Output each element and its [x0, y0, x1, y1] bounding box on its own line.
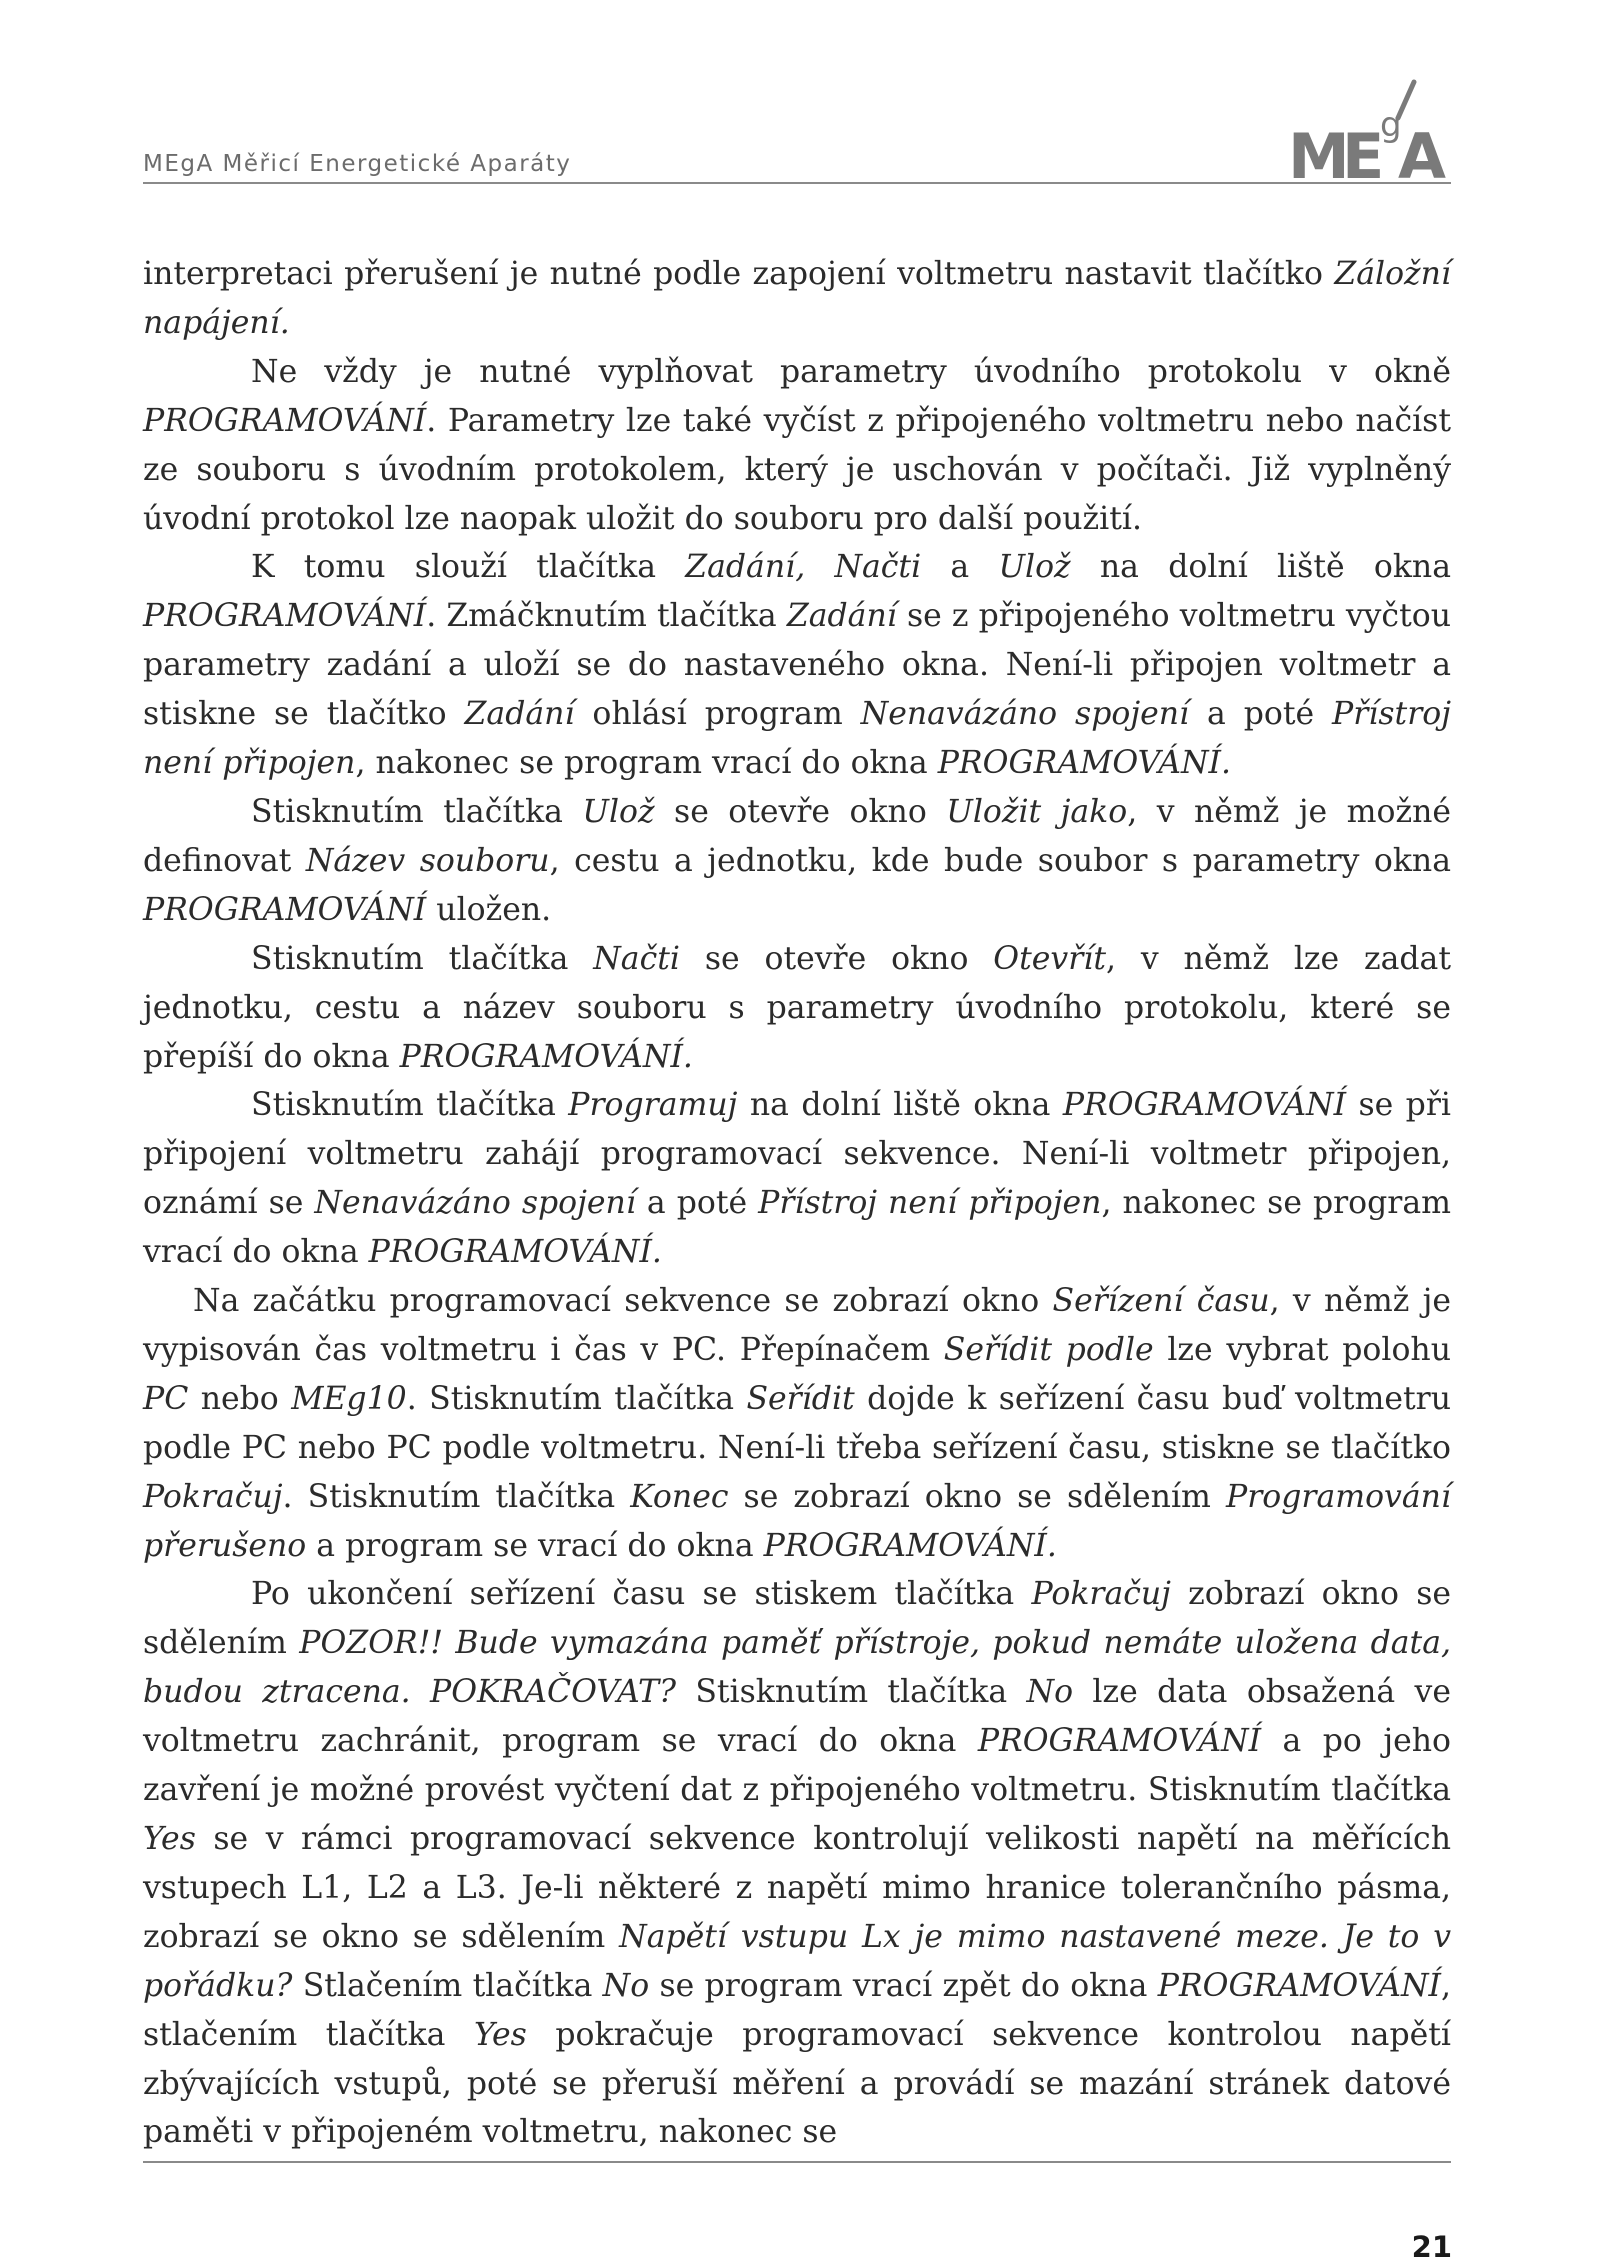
italic-term: PROGRAMOVÁNÍ.: [368, 1234, 662, 1271]
italic-term: No: [602, 1967, 650, 2004]
text-run: Po ukončení seřízení času se stiskem tlačítka: [251, 1576, 1032, 1613]
text-run: se z připojeného voltmetru vyčtou parametry zadání a uloží se do nastaveného okna. Není-li připojen voltmetr a stiskne se tlačítko: [143, 598, 1451, 733]
italic-term: PROGRAMOVÁNÍ.: [399, 1038, 693, 1075]
text-run: se otevře okno: [654, 793, 947, 830]
italic-term: Programování přerušeno: [143, 1478, 1451, 1564]
text-run: dojde k seřízení času buď voltmetru podle PC nebo PC podle voltmetru. Není-li třeba seřízení času, stiskne se tlačítko: [143, 1380, 1451, 1466]
text-run: Na začátku programovací sekvence se zobrazí okno: [193, 1283, 1053, 1320]
text-run: , v němž lze zadat jednotku, cestu a název souboru s parametry úvodního protokolu, které se přepíší do okna: [143, 940, 1451, 1075]
text-run: a po jeho zavření je možné provést vyčtení dat z připojeného voltmetru. Stisknutím tlačítka: [143, 1723, 1451, 1809]
page-number: 21: [1411, 2230, 1452, 2264]
footer-rule: [143, 2161, 1451, 2163]
italic-term: Načti: [593, 940, 680, 977]
text-run: se zobrazí okno se sdělením: [728, 1478, 1226, 1515]
text-run: zobrazí okno se sdělením: [143, 1576, 1451, 1662]
text-run: a: [921, 549, 999, 586]
paragraph: [143, 348, 1451, 544]
italic-term: Zadání: [786, 598, 897, 635]
italic-term: PROGRAMOVÁNÍ.: [763, 1527, 1057, 1564]
italic-term: Přístroj není připojen: [143, 696, 1451, 782]
text-run: , v němž je vypisován čas voltmetru i čas v PC. Přepínačem: [143, 1283, 1452, 1368]
italic-term: Seřízení času: [1052, 1283, 1270, 1320]
italic-term: Yes: [143, 1821, 196, 1857]
italic-term: Záložní napájení.: [143, 256, 1451, 341]
text-run: na dolní liště okna: [737, 1087, 1063, 1124]
italic-term: Název souboru: [305, 842, 550, 879]
svg-text:M: M: [1288, 120, 1350, 182]
text-run: uložen.: [426, 891, 552, 928]
text-run: a poté: [635, 1185, 759, 1222]
text-run: Stisknutím tlačítka: [251, 793, 583, 830]
text-run: , stlačením tlačítka: [143, 1967, 1451, 2053]
text-run: lze data obsažená ve voltmetru zachránit, program se vrací do okna: [143, 1674, 1451, 1760]
text-run: , v němž je možné definovat: [143, 793, 1451, 879]
italic-term: PROGRAMOVÁNÍ.: [937, 745, 1231, 782]
italic-term: POZOR!! Bude vymazána paměť přístroje, pokud nemáte uložena data, budou ztracena. POKRAČOVAT?: [143, 1625, 1452, 1711]
text-run: . Stisknutím tlačítka: [406, 1380, 747, 1417]
text-run: a program se vrací do okna: [306, 1527, 764, 1564]
text-run: . Stisknutím tlačítka: [282, 1478, 631, 1515]
italic-term: Seřídit podle: [943, 1331, 1154, 1368]
paragraph: [143, 1570, 1451, 2157]
italic-term: Programuj: [568, 1087, 738, 1124]
text-run: se otevře okno: [679, 940, 994, 977]
text-run: na dolní liště okna: [1070, 549, 1451, 586]
text-run: . Zmáčknutím tlačítka: [426, 598, 787, 635]
header-rule: [143, 182, 1451, 184]
text-run: Stisknutím tlačítka: [251, 1087, 569, 1124]
text-run: Stisknutím tlačítka: [251, 940, 594, 977]
mega-logo: [1286, 78, 1460, 182]
italic-term: Otevřít: [993, 940, 1107, 977]
italic-term: Ulož: [998, 549, 1071, 586]
italic-term: MEg10: [291, 1380, 407, 1417]
italic-term: Ulož: [582, 793, 655, 830]
text-run: ohlásí program: [574, 696, 861, 733]
text-run: K tomu slouží tlačítka: [251, 549, 686, 586]
text-run: se v rámci programovací sekvence kontrolují velikosti napětí na měřících vstupech L1, L2 a L3. Je-li některé z napětí mimo hranice tolerančního pásma, zobrazí se okno se sdělením: [143, 1821, 1451, 1955]
italic-term: Pokračuj: [1031, 1576, 1171, 1613]
text-run: se při připojení voltmetru zahájí programovací sekvence. Není-li voltmetr připojen, oznámí se: [143, 1087, 1451, 1222]
text-run: nebo: [188, 1380, 292, 1417]
italic-term: PROGRAMOVÁNÍ: [977, 1723, 1262, 1760]
text-run: , cestu a jednotku, kde bude soubor s parametry okna: [549, 842, 1451, 879]
text-run: pokračuje programovací sekvence kontrolou napětí zbývajících vstupů, poté se přeruší měření a provádí se mazání stránek datové paměti v připojeném voltmetru, nakonec se: [143, 2016, 1451, 2151]
italic-term: Přístroj není připojen: [758, 1185, 1102, 1222]
italic-term: PROGRAMOVÁNÍ: [143, 402, 427, 439]
italic-term: Yes: [473, 2016, 527, 2053]
text-run: interpretaci přerušení je nutné podle zapojení voltmetru nastavit tlačítko: [143, 256, 1335, 292]
text-run: se program vrací zpět do okna: [649, 1967, 1158, 2004]
italic-term: Pokračuj: [143, 1478, 283, 1515]
italic-term: Nenavázáno spojení: [860, 696, 1190, 733]
paragraph: [143, 1277, 1451, 1570]
svg-text:A: A: [1398, 120, 1446, 182]
italic-term: PROGRAMOVÁNÍ: [1157, 1967, 1441, 2004]
paragraph: [143, 250, 1451, 348]
italic-term: Seřídit: [746, 1380, 855, 1417]
italic-term: PROGRAMOVÁNÍ: [1062, 1087, 1347, 1124]
body-text: [143, 250, 1451, 2157]
svg-text:g: g: [1380, 105, 1402, 145]
paragraph: [143, 788, 1451, 935]
italic-term: Uložit jako: [946, 793, 1128, 830]
text-run: a poté: [1189, 696, 1333, 733]
text-run: , nakonec se program vrací do okna: [355, 745, 938, 782]
text-run: lze vybrat polohu: [1153, 1331, 1451, 1368]
italic-term: Nenavázáno spojení: [314, 1185, 636, 1222]
italic-term: PROGRAMOVÁNÍ: [143, 891, 427, 928]
paragraph: [143, 543, 1451, 788]
italic-term: Zadání, Načti: [685, 549, 922, 586]
italic-term: PROGRAMOVÁNÍ: [143, 598, 427, 635]
text-run: . Parametry lze také vyčíst z připojeného voltmetru nebo načíst ze souboru s úvodním protokolem, který je uschován v počítači. Již vyplněný úvodní protokol lze naopak uložit do souboru pro další použití.: [143, 402, 1451, 537]
italic-term: Napětí vstupu Lx je mimo nastavené meze. Je to v pořádku?: [143, 1918, 1451, 2004]
text-run: Stisknutím tlačítka: [675, 1674, 1027, 1711]
italic-term: PC: [143, 1380, 189, 1417]
text-run: Ne vždy je nutné vyplňovat parametry úvodního protokolu v okně: [251, 353, 1451, 390]
italic-term: Konec: [630, 1478, 729, 1515]
text-run: Stlačením tlačítka: [292, 1967, 603, 2004]
italic-term: No: [1026, 1674, 1074, 1711]
paragraph: [143, 1081, 1451, 1277]
svg-text:E: E: [1342, 120, 1385, 182]
paragraph: [143, 935, 1451, 1082]
running-header: MEgA Měřicí Energetické Aparáty: [143, 151, 572, 177]
italic-term: Zadání: [464, 696, 575, 733]
text-run: , nakonec se program vrací do okna: [143, 1185, 1452, 1271]
